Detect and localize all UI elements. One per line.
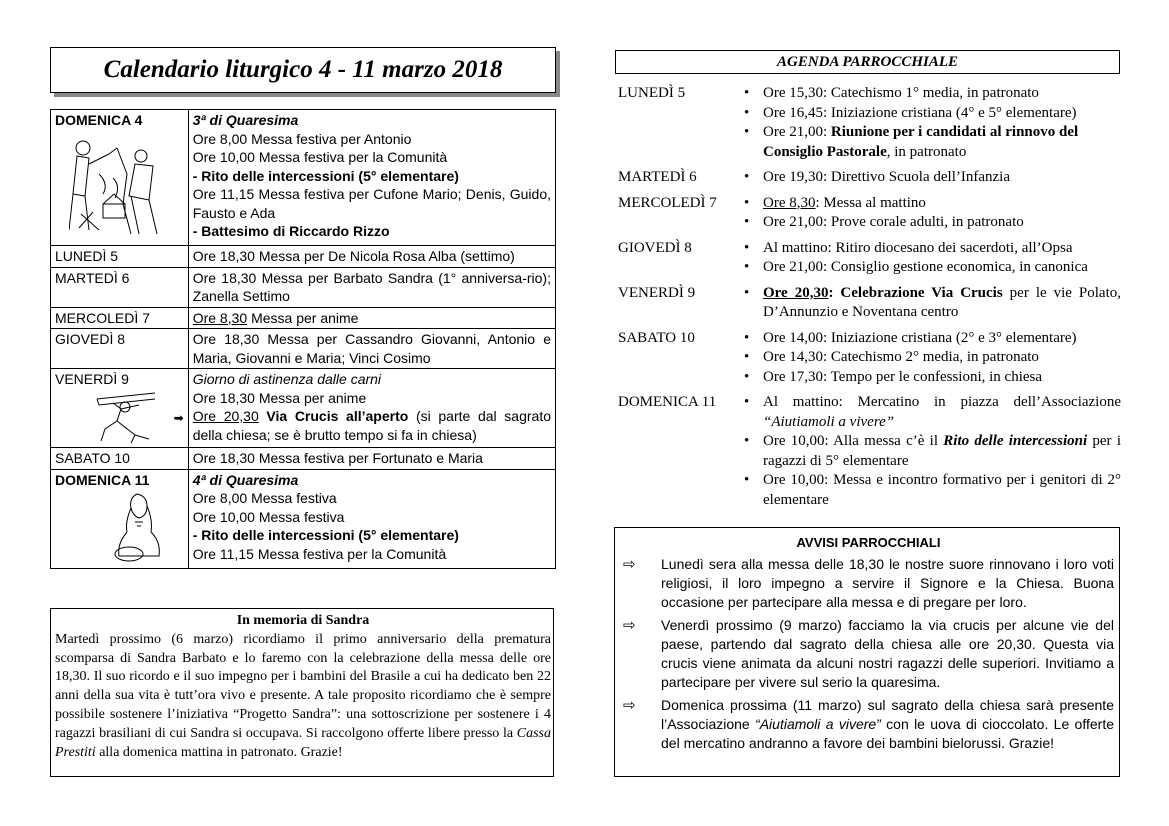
agenda-day-domenica-11 — [618, 393, 1121, 510]
calendar-day-cell — [51, 329, 189, 369]
agenda-day-label: MERCOLEDÌ 7 — [618, 194, 717, 211]
agenda-day-mercoledi-7 — [618, 194, 1121, 233]
calendar-day-cell — [51, 267, 189, 307]
agenda-item: • Ore 8,30: Messa al mattino — [740, 194, 1121, 214]
agenda-day-label: GIOVEDÌ 8 — [618, 239, 692, 256]
agenda-items — [740, 194, 1121, 233]
mass-entry — [193, 309, 551, 328]
calendar-info-cell — [188, 369, 555, 448]
rite-entry: - Rito delle intercessioni (5° elementare) — [192, 167, 459, 184]
calendar-info-cell — [188, 307, 555, 329]
avvisi-box — [614, 527, 1120, 777]
agenda-item: • Ore 14,00: Iniziazione cristiana (2° e 3° elementare) — [740, 329, 1121, 349]
avviso-item — [623, 555, 1114, 612]
agenda-day-venerdi-9 — [618, 284, 1121, 323]
agenda-day-sabato-10 — [618, 329, 1121, 388]
agenda-items — [740, 393, 1121, 510]
via-crucis-label: Via Crucis all’aperto — [258, 408, 409, 424]
day-label: MERCOLEDÌ 7 — [55, 309, 150, 326]
arrow-right-icon: ⇨ — [623, 617, 636, 634]
agenda-item: • Ore 21,00: Consiglio gestione economica, in canonica — [740, 258, 1121, 278]
agenda-items — [740, 284, 1121, 323]
agenda-day-giovedi-8 — [618, 239, 1121, 278]
arrow-right-icon: ⇨ — [623, 697, 636, 714]
agenda-day-lunedi-5 — [618, 84, 1121, 162]
calendar-day-cell — [51, 110, 189, 246]
calendar-row-venerdi-9 — [51, 369, 556, 448]
calendar-day-cell — [51, 246, 189, 268]
calendar-row-giovedi-8 — [51, 329, 556, 369]
avviso-text: Lunedì sera alla messa delle 18,30 le nostre suore rinnovano i loro voti religiosi, il loro impegno a servire il Signore e la Chiesa. Buona occasione per partecipare alla messa e di pregare per loro. — [661, 556, 1114, 610]
cross-bearer-illustration — [95, 391, 157, 445]
via-crucis-note: (si parte dal sagrato della chiesa; se è brutto tempo si fa in chiesa) — [192, 408, 551, 443]
avvisi-heading: AVVISI PARROCCHIALI — [796, 535, 941, 550]
agenda-day-label: SABATO 10 — [618, 329, 695, 346]
avviso-text: Venerdì prossimo (9 marzo) facciamo la via crucis per alcune vie del paese, partendo dal sagrato della chiesa alle ore 20,30. Questa via crucis viene animata da alcuni nostri ragazzi delle superiori. Invitiamo a partecipare per vivere sul serio la quaresima. — [661, 617, 1114, 690]
mass-entry: Ore 18,30 Messa festiva per Fortunato e Maria — [192, 450, 483, 466]
calendar-day-cell — [51, 469, 189, 568]
mass-entry: Ore 10,00 Messa festiva — [192, 508, 345, 525]
calendar-day-cell — [51, 369, 189, 448]
calendar-info-cell — [188, 246, 555, 268]
memoria-text — [55, 631, 551, 763]
day-label: DOMENICA 4 — [55, 112, 143, 128]
rite-entry: - Rito delle intercessioni (5° elementare) — [192, 527, 459, 543]
liturgical-title: 4ª di Quaresima — [192, 471, 299, 488]
via-crucis-entry — [193, 407, 551, 444]
mass-entry: Ore 18,30 Messa per Barbato Sandra (1° anniversa-rio); Zanella Settimo — [192, 269, 551, 304]
avviso-item — [623, 616, 1114, 692]
agenda-item: • Ore 19,30: Direttivo Scuola dell’Infanzia — [740, 168, 1121, 188]
jesus-bust-illustration — [107, 492, 171, 564]
mass-entry: Ore 8,00 Messa festiva — [192, 490, 337, 506]
agenda-item: • Ore 14,30: Catechismo 2° media, in patronato — [740, 348, 1121, 368]
day-label: MARTEDÌ 6 — [55, 269, 130, 286]
calendar-info-cell — [188, 469, 555, 568]
liturgical-calendar-table — [50, 109, 556, 569]
agenda-day-label: MARTEDÌ 6 — [618, 169, 697, 185]
agenda-day-martedi-6 — [618, 168, 1121, 188]
baptism-entry: - Battesimo di Riccardo Rizzo — [192, 223, 390, 239]
mass-entry: Ore 11,15 Messa festiva per la Comunità — [192, 545, 447, 562]
agenda-item: • Ore 16,45: Iniziazione cristiana (4° e 5° elementare) — [740, 104, 1121, 124]
agenda-heading: AGENDA PARROCCHIALE — [615, 50, 1120, 74]
calendar-day-cell — [51, 307, 189, 329]
abstinence-note: Giorno di astinenza dalle carni — [192, 371, 382, 387]
calendar-info-cell — [188, 267, 555, 307]
agenda-items — [740, 329, 1121, 388]
memoria-text-emphasis: Cassa Prestiti — [55, 725, 551, 760]
agenda-day-label: VENERDÌ 9 — [618, 284, 696, 301]
agenda-items — [740, 168, 1121, 188]
agenda-day-label: LUNEDÌ 5 — [618, 85, 686, 101]
calendar-row-domenica-11 — [51, 469, 556, 568]
agenda-items — [740, 84, 1121, 162]
calendar-info-cell — [188, 448, 555, 470]
mass-entry: Ore 8,00 Messa festiva per Antonio — [192, 130, 412, 147]
day-label: LUNEDÌ 5 — [55, 248, 119, 264]
jesus-temple-illustration — [69, 134, 161, 238]
arrow-right-icon: ➡ — [173, 411, 184, 425]
calendar-info-cell — [188, 329, 555, 369]
day-label: DOMENICA 11 — [55, 471, 150, 488]
agenda-item: • Ore 10,00: Messa e incontro formativo per i genitori di 2° elementare — [740, 471, 1121, 510]
mass-entry: Ore 10,00 Messa festiva per la Comunità — [192, 149, 448, 165]
memoria-heading: In memoria di Sandra — [236, 613, 370, 628]
day-label: GIOVEDÌ 8 — [55, 331, 126, 347]
mass-entry: Ore 18,30 Messa per De Nicola Rosa Alba (settimo) — [192, 248, 515, 264]
calendar-row-sabato-10 — [51, 448, 556, 470]
agenda-list — [618, 84, 1121, 516]
calendar-info-cell — [188, 110, 555, 246]
agenda-item: • Ore 21,00: Riunione per i candidati al rinnovo del Consiglio Pastorale, in patronato — [740, 123, 1121, 162]
arrow-right-icon: ⇨ — [623, 556, 636, 573]
day-label: VENERDÌ 9 — [55, 371, 129, 387]
agenda-item: • Ore 21,00: Prove corale adulti, in patronato — [740, 213, 1121, 233]
agenda-items — [740, 239, 1121, 278]
time-label: Ore 8,30 — [192, 309, 248, 326]
agenda-day-label: DOMENICA 11 — [618, 394, 717, 410]
mass-entry: Ore 18,30 Messa per anime — [192, 389, 367, 406]
time-label: Ore 20,30 — [192, 408, 259, 424]
agenda-item: • Al mattino: Ritiro diocesano dei sacerdoti, all’Opsa — [740, 239, 1121, 259]
mass-entry: Ore 11,15 Messa festiva per Cufone Mario; Denis, Guido, Fausto e Ada — [192, 186, 551, 221]
avviso-item — [623, 696, 1114, 753]
memoria-text-part: Martedì prossimo (6 marzo) ricordiamo il primo anniversario della prematura scomparsa di Sandra Barbato e lo faremo con la celebrazione della messa delle ore 18,30. Il suo ricordo e il suo impegno per i bambini del Brasile a cui ha dedicato ben 22 anni della sua vita è tutt’ora vivo e presente. A tale proposito ricordiamo che è sempre possibile sostenere l’iniziativa “Progetto Sandra”: una sottoscrizione per sostenere i 4 ragazzi brasiliani di cui Sandra si occupava. Si raccolgono offerte libere presso la — [55, 631, 551, 741]
liturgical-title: 3ª di Quaresima — [192, 112, 299, 128]
avviso-text: Domenica prossima (11 marzo) sul sagrato della chiesa sarà presente l’Associazione “Aiutiamoli a vivere” con le uova di cioccolato. Le offerte del mercatino andranno a favore dei bambini bielorussi. Grazie! — [661, 697, 1114, 751]
agenda-item: • Ore 17,30: Tempo per le confessioni, in chiesa — [740, 368, 1121, 388]
agenda-item: • Ore 10,00: Alla messa c’è il Rito delle intercessioni per i ragazzi di 5° elementare — [740, 432, 1121, 471]
mass-text: Messa per anime — [247, 309, 359, 326]
calendar-row-martedi-6 — [51, 267, 556, 307]
calendar-row-mercoledi-7 — [51, 307, 556, 329]
day-label: SABATO 10 — [55, 450, 130, 466]
mass-entry: Ore 18,30 Messa per Cassandro Giovanni, Antonio e Maria, Giovanni e Maria; Vinci Cosimo — [192, 331, 551, 366]
memoria-box — [50, 608, 554, 777]
agenda-item: • Ore 15,30: Catechismo 1° media, in patronato — [740, 84, 1121, 104]
calendar-row-lunedi-5 — [51, 246, 556, 268]
agenda-item: • Al mattino: Mercatino in piazza dell’Associazione “Aiutiamoli a vivere” — [740, 393, 1121, 432]
page-title: Calendario liturgico 4 - 11 marzo 2018 — [50, 47, 556, 93]
agenda-item: • Ore 20,30: Celebrazione Via Crucis per le vie Polato, D’Annunzio e Noventana centro — [740, 284, 1121, 323]
calendar-day-cell — [51, 448, 189, 470]
memoria-text-part: alla domenica mattina in patronato. Grazie! — [95, 744, 343, 760]
calendar-row-domenica-4 — [51, 110, 556, 246]
